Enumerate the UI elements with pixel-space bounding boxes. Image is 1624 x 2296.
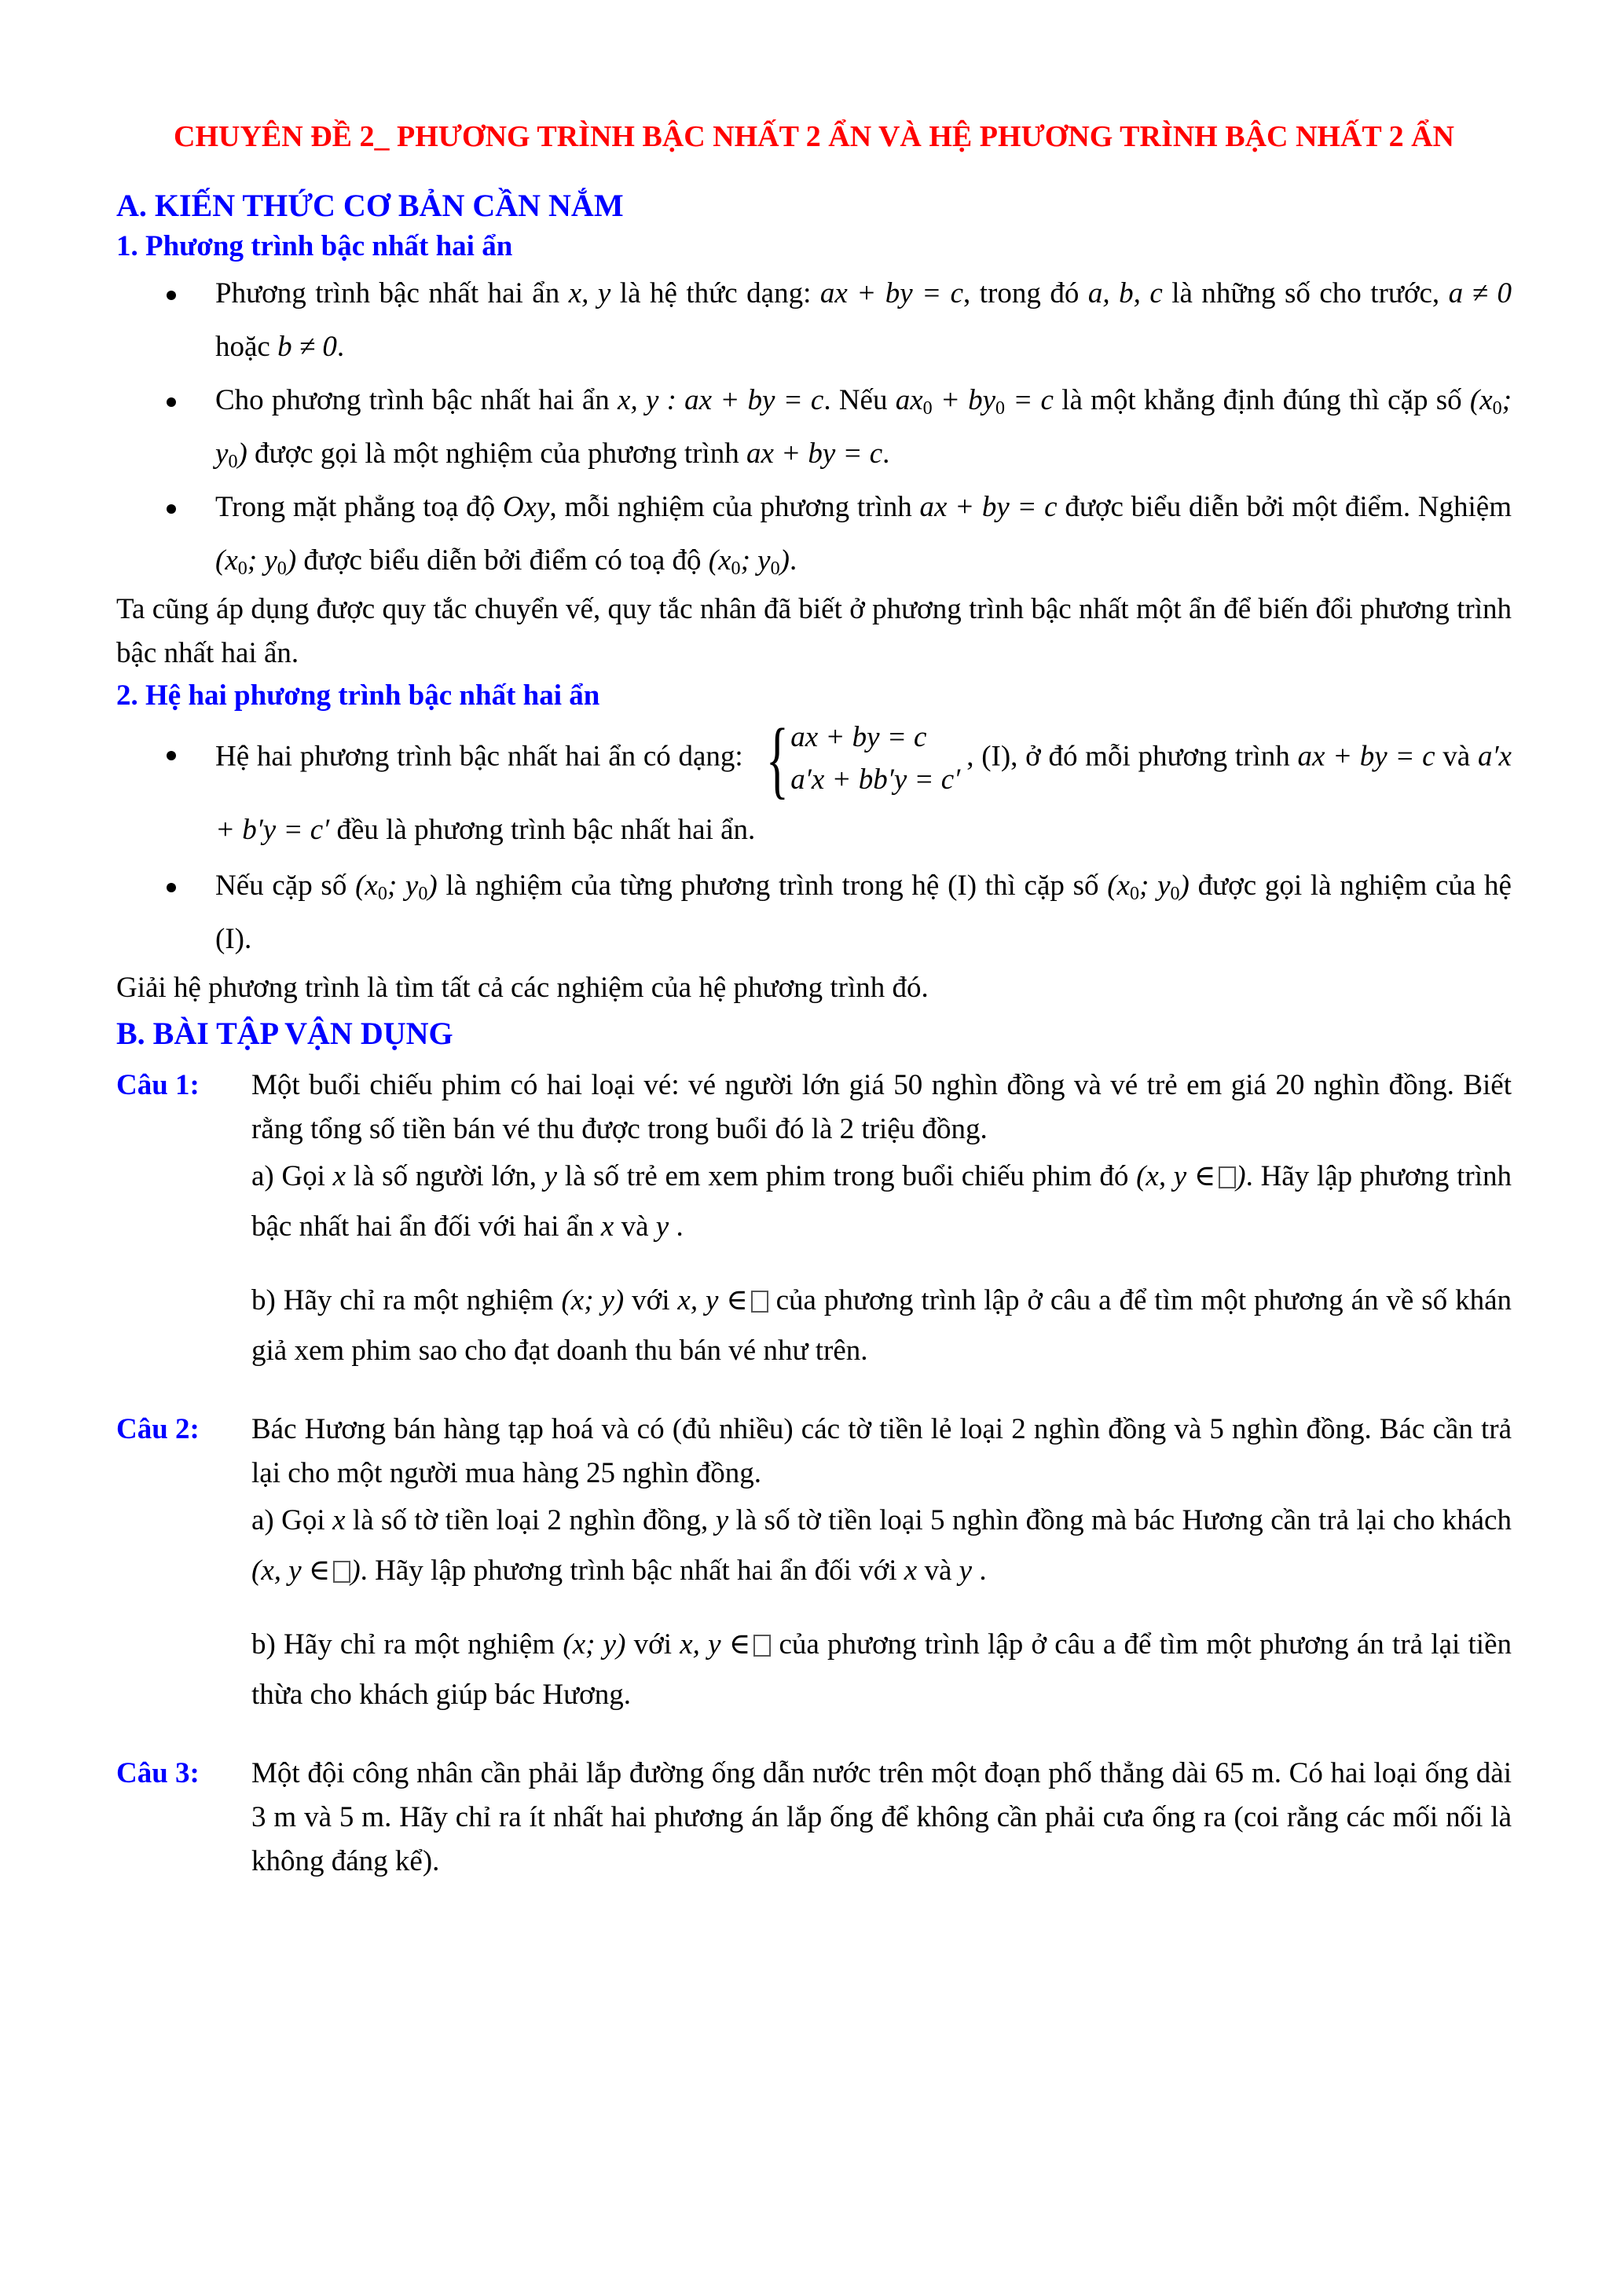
section-b-heading: B. BÀI TẬP VẬN DỤNG: [116, 1016, 453, 1051]
bullet-icon: [167, 291, 176, 300]
subsection-2-bullets: [116, 711, 1512, 966]
bullet-icon: [167, 397, 176, 407]
equation-system: { ax + by = c a′x + bb′y = c′: [766, 711, 961, 807]
natural-set-icon: [333, 1561, 350, 1583]
question-part-a: a) Gọi x là số tờ tiền loại 2 nghìn đồng, y là số tờ tiền loại 5 nghìn đồng mà bác Hương cần trả lại cho khách (x, y ∈ ). Hãy lập phương trình bậc nhất hai ẩn đối với x và y .: [251, 1504, 1512, 1587]
question-text: Một đội công nhân cần phải lắp đường ống dẫn nước trên một đoạn phố thẳng dài 65 m. Có hai loại ống dài 3 m và 5 m. Hãy chỉ ra ít nhất hai phương án lắp ống để không cần phải cưa ống ra (coi rằng các mối nối là không đáng kể).: [251, 1757, 1512, 1877]
question-label: Câu 2:: [116, 1413, 200, 1445]
bullet-icon: [167, 883, 176, 892]
natural-set-icon: [753, 1635, 771, 1657]
question-label: Câu 3:: [116, 1757, 200, 1789]
subsection-1-paragraph: Ta cũng áp dụng được quy tắc chuyển vế, quy tắc nhân đã biết ở phương trình bậc nhất một ẩn để biến đổi phương trình bậc nhất hai ẩn.: [116, 593, 1512, 669]
left-brace-icon: {: [766, 711, 790, 807]
document-title: CHUYÊN ĐỀ 2_ PHƯƠNG TRÌNH BẬC NHẤT 2 ẨN VÀ HỆ PHƯƠNG TRÌNH BẬC NHẤT 2 ẨN: [174, 120, 1454, 153]
question-intro: Một buổi chiếu phim có hai loại vé: vé người lớn giá 50 nghìn đồng và vé trẻ em giá 20 nghìn đồng. Biết rằng tổng số tiền bán vé thu được trong buổi đó là 2 triệu đồng.: [251, 1069, 1512, 1145]
bullet-icon: [167, 504, 176, 514]
question-2: [116, 1408, 1512, 1720]
natural-set-icon: [751, 1291, 768, 1313]
subsection-1-heading: 1. Phương trình bậc nhất hai ẩn: [116, 230, 513, 262]
bullet-item: Cho phương trình bậc nhất hai ẩn x, y : ax + by = c. Nếu $ax_0 + by_0 = c$ là một khẳng định đúng thì cặp số ($x_0$; $y_0$) được gọi là một nghiệm của phương trình ax + by = c.: [116, 374, 1512, 481]
bullet-item: Phương trình bậc nhất hai ẩn x, y là hệ thức dạng: ax + by = c, trong đó a, b, c là những số cho trước, a ≠ 0 hoặc b ≠ 0.: [116, 267, 1512, 374]
question-1: [116, 1064, 1512, 1376]
bullet-item: Nếu cặp số ($x_0$; $y_0$) là nghiệm của từng phương trình trong hệ (I) thì cặp số ($x_0$; $y_0$) được gọi là nghiệm của hệ (I).: [116, 859, 1512, 966]
natural-set-icon: [1219, 1166, 1236, 1188]
bullet-icon: [167, 751, 176, 760]
question-intro: Bác Hương bán hàng tạp hoá và có (đủ nhiều) các tờ tiền lẻ loại 2 nghìn đồng và 5 nghìn đồng. Bác cần trả lại cho một người mua hàng 25 nghìn đồng.: [251, 1413, 1512, 1489]
question-label: Câu 1:: [116, 1069, 200, 1101]
document-page: [116, 116, 1512, 1884]
subsection-1-bullets: [116, 267, 1512, 588]
question-part-a: a) Gọi x là số người lớn, y là số trẻ em xem phim trong buổi chiếu phim đó (x, y ∈ ). Hãy lập phương trình bậc nhất hai ẩn đối với hai ẩn x và y .: [251, 1160, 1512, 1243]
subsection-2-heading: 2. Hệ hai phương trình bậc nhất hai ẩn: [116, 679, 600, 712]
question-3: [116, 1752, 1512, 1884]
question-part-b: b) Hãy chỉ ra một nghiệm (x; y) với x, y ∈ của phương trình lập ở câu a để tìm một phương án trả lại tiền thừa cho khách giúp bác Hương.: [251, 1628, 1512, 1711]
subsection-2-paragraph: Giải hệ phương trình là tìm tất cả các nghiệm của hệ phương trình đó.: [116, 972, 929, 1004]
bullet-item: Trong mặt phẳng toạ độ Oxy, mỗi nghiệm của phương trình ax + by = c được biểu diễn bởi một điểm. Nghiệm ($x_0$; $y_0$) được biểu diễn bởi điểm có toạ độ ($x_0$; $y_0$).: [116, 481, 1512, 588]
section-a-heading: A. KIẾN THỨC CƠ BẢN CẦN NẮM: [116, 188, 624, 223]
question-part-b: b) Hãy chỉ ra một nghiệm (x; y) với x, y ∈ của phương trình lập ở câu a để tìm một phương án về số khán giả xem phim sao cho đạt doanh thu bán vé như trên.: [251, 1284, 1512, 1367]
bullet-item: Hệ hai phương trình bậc nhất hai ẩn có dạng: { ax + by = c a′x + bb′y = c′ , (I), ở đó mỗi phương trình ax + by = c và a′x + b′y = c′ đều là phương trình bậc nhất hai ẩn.: [116, 716, 1512, 859]
